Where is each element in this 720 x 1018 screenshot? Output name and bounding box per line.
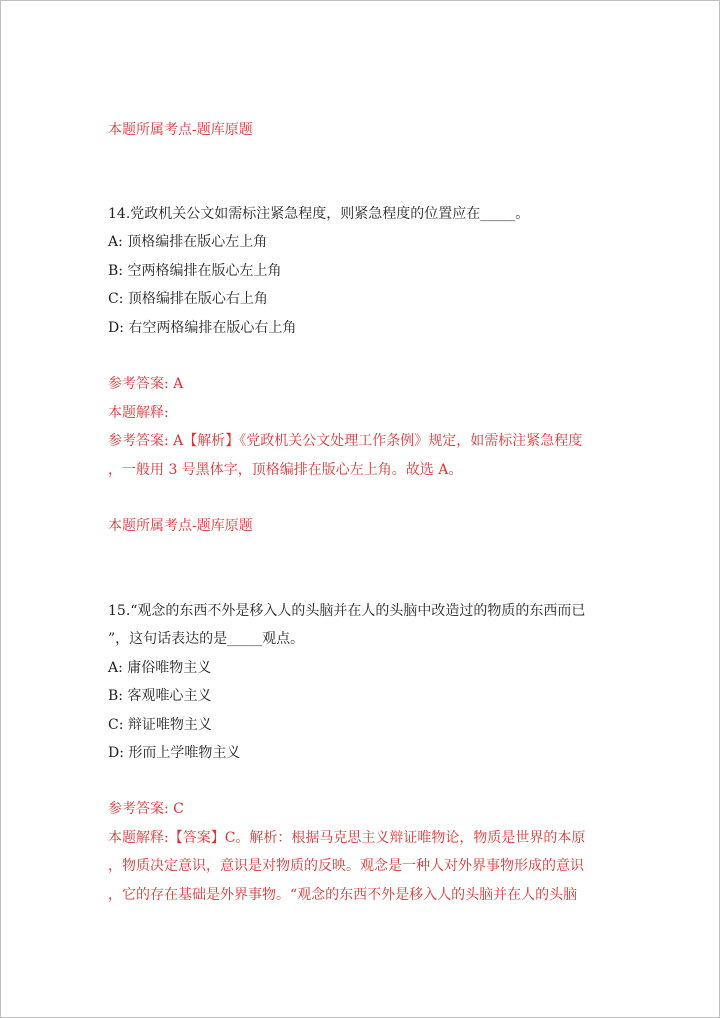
q15-option-c: C: 辩证唯物主义	[108, 717, 212, 733]
q14-option-a: A: 顶格编排在版心左上角	[108, 234, 268, 250]
q14-answer: 参考答案: A	[108, 376, 184, 392]
q15-option-a: A: 庸俗唯物主义	[108, 660, 212, 676]
question-15-line-2: ”，这句话表达的是_____观点。	[108, 631, 305, 647]
q15-option-b: B: 客观唯心主义	[108, 688, 212, 704]
question-14-text: 14.党政机关公文如需标注紧急程度，则紧急程度的位置应在_____。	[108, 206, 530, 222]
q14-option-d: D: 右空两格编排在版心右上角	[108, 320, 297, 336]
q14-option-b: B: 空两格编排在版心左上角	[108, 263, 282, 279]
q14-topic-label: 本题所属考点-题库原题	[108, 518, 253, 534]
q14-explain-title: 本题解释:	[108, 405, 169, 421]
q15-explain-line-1: 本题解释:【答案】C。解析：根据马克思主义辩证唯物论，物质是世界的本原	[108, 830, 586, 846]
question-15-line-1: 15.“观念的东西不外是移入人的头脑并在人的头脑中改造过的物质的东西而已	[108, 603, 586, 619]
q14-explain-line-1: 参考答案: A【解析】《党政机关公文处理工作条例》规定，如需标注紧急程度	[108, 433, 583, 449]
q15-explain-line-3: ，它的存在基础是外界事物。“观念的东西不外是移入人的头脑并在人的头脑	[108, 887, 578, 903]
q15-option-d: D: 形而上学唯物主义	[108, 745, 241, 761]
topic-label: 本题所属考点-题库原题	[108, 122, 253, 138]
q15-explain-line-2: ，物质决定意识，意识是对物质的反映。观念是一种人对外界事物形成的意识	[108, 858, 584, 874]
q15-answer: 参考答案: C	[108, 801, 184, 817]
q14-option-c: C: 顶格编排在版心右上角	[108, 291, 268, 307]
q14-explain-line-2: ，一般用 3 号黑体字，顶格编排在版心左上角。故选 A。	[108, 462, 463, 478]
